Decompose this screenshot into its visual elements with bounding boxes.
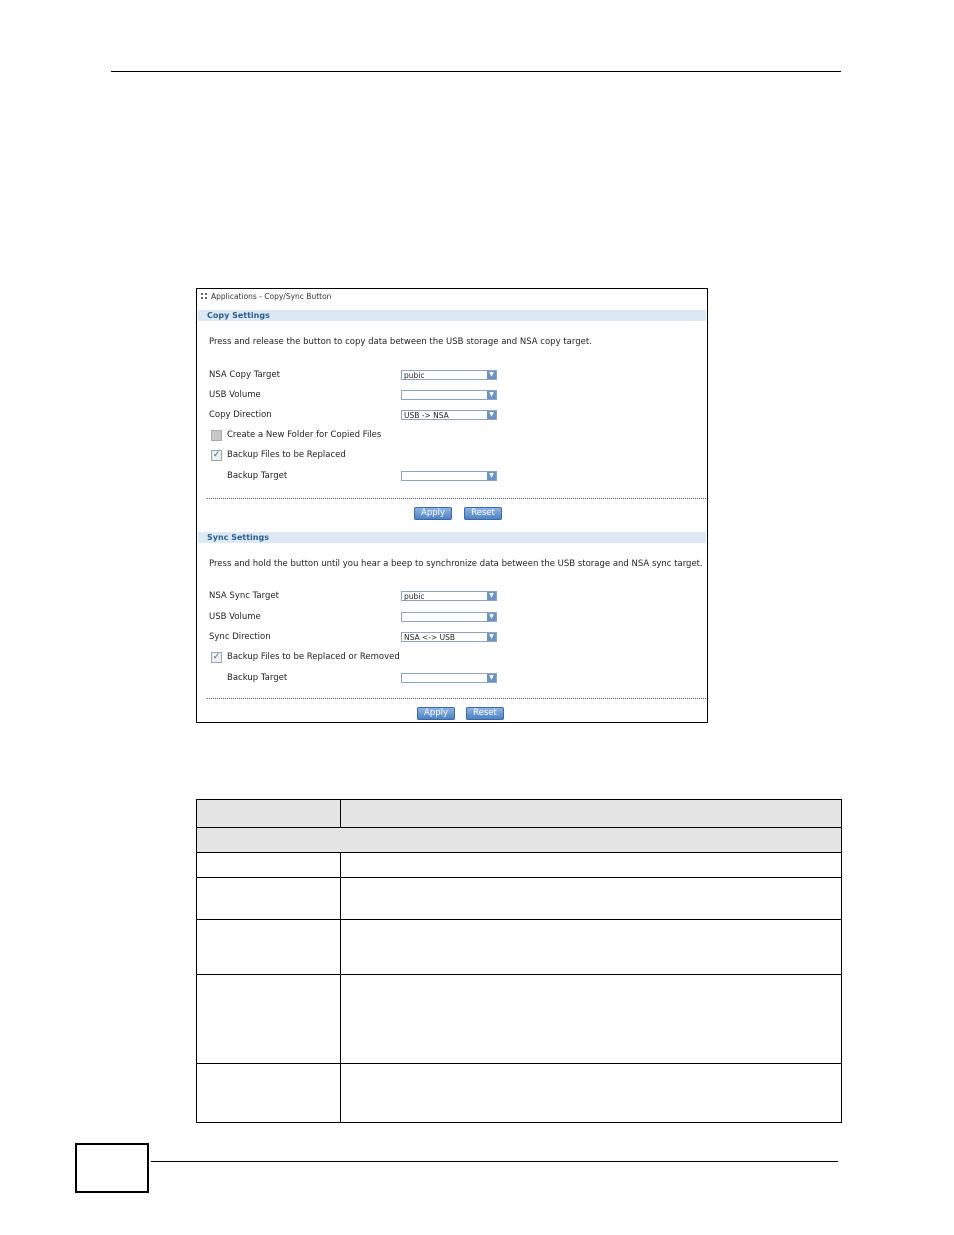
new-folder-checkbox[interactable] (211, 430, 222, 441)
sync-backup-target-select[interactable] (401, 673, 497, 683)
sync-backup-target-label: Backup Target (227, 673, 288, 683)
chevron-down-icon: ▼ (487, 371, 496, 379)
sync-settings-heading: Sync Settings (198, 532, 706, 543)
table-header-row (197, 800, 842, 828)
table-row (197, 1064, 842, 1123)
table-row (197, 878, 842, 920)
copy-usb-volume-select[interactable] (401, 390, 497, 400)
nsa-sync-target-label: NSA Sync Target (209, 591, 279, 601)
sync-usb-volume-select[interactable] (401, 612, 497, 622)
sync-direction-label: Sync Direction (209, 632, 271, 642)
nsa-sync-target-select[interactable] (401, 591, 497, 601)
copy-direction-label: Copy Direction (209, 410, 272, 420)
sync-apply-button[interactable]: Apply (417, 707, 455, 720)
chevron-down-icon: ▼ (487, 633, 496, 641)
apps-grid-icon (201, 293, 207, 299)
nsa-sync-target-value: pubic (404, 592, 425, 601)
panel-title-text: Applications - Copy/Sync Button (211, 291, 332, 301)
copy-backup-checkbox[interactable] (211, 450, 222, 461)
copy-settings-heading: Copy Settings (198, 310, 706, 321)
chevron-down-icon: ▼ (487, 674, 496, 682)
panel-title (201, 291, 331, 301)
copy-backup-target-label: Backup Target (227, 471, 288, 481)
sync-divider (207, 698, 706, 699)
chevron-down-icon: ▼ (487, 391, 496, 399)
footer-rule (151, 1161, 838, 1162)
sync-direction-select[interactable] (401, 632, 497, 642)
copy-direction-value: USB -> NSA (404, 411, 449, 420)
table-row (197, 853, 842, 878)
check-icon: ✓ (212, 652, 221, 662)
nsa-copy-target-value: pubic (404, 371, 425, 380)
check-icon: ✓ (212, 450, 221, 460)
copy-divider (207, 498, 706, 499)
table-row (197, 920, 842, 975)
nsa-copy-target-select[interactable] (401, 370, 497, 380)
sync-backup-checkbox[interactable] (211, 652, 222, 663)
table-section-row (197, 828, 842, 853)
chevron-down-icon: ▼ (487, 472, 496, 480)
copy-backup-target-select[interactable] (401, 471, 497, 481)
copy-reset-button[interactable]: Reset (464, 507, 502, 520)
nsa-copy-target-label: NSA Copy Target (209, 370, 280, 380)
chevron-down-icon: ▼ (487, 613, 496, 621)
chevron-down-icon: ▼ (487, 592, 496, 600)
chevron-down-icon: ▼ (487, 411, 496, 419)
sync-reset-button[interactable]: Reset (466, 707, 504, 720)
field-description-table (196, 799, 842, 1123)
sync-usb-volume-label: USB Volume (209, 612, 261, 622)
table-row (197, 975, 842, 1064)
header-rule (111, 71, 841, 72)
sync-direction-value: NSA <-> USB (404, 633, 456, 642)
page-number-box (75, 1143, 149, 1193)
copy-description: Press and release the button to copy data between the USB storage and NSA copy target. (209, 337, 592, 347)
sync-description: Press and hold the button until you hear a beep to synchronize data between the USB storage and NSA sync target. (209, 559, 703, 569)
copy-sync-screenshot (196, 288, 708, 723)
copy-direction-select[interactable] (401, 410, 497, 420)
copy-backup-label: Backup Files to be Replaced (227, 450, 346, 460)
new-folder-label: Create a New Folder for Copied Files (227, 430, 382, 440)
sync-backup-label: Backup Files to be Replaced or Removed (227, 652, 400, 662)
copy-apply-button[interactable]: Apply (414, 507, 452, 520)
copy-usb-volume-label: USB Volume (209, 390, 261, 400)
